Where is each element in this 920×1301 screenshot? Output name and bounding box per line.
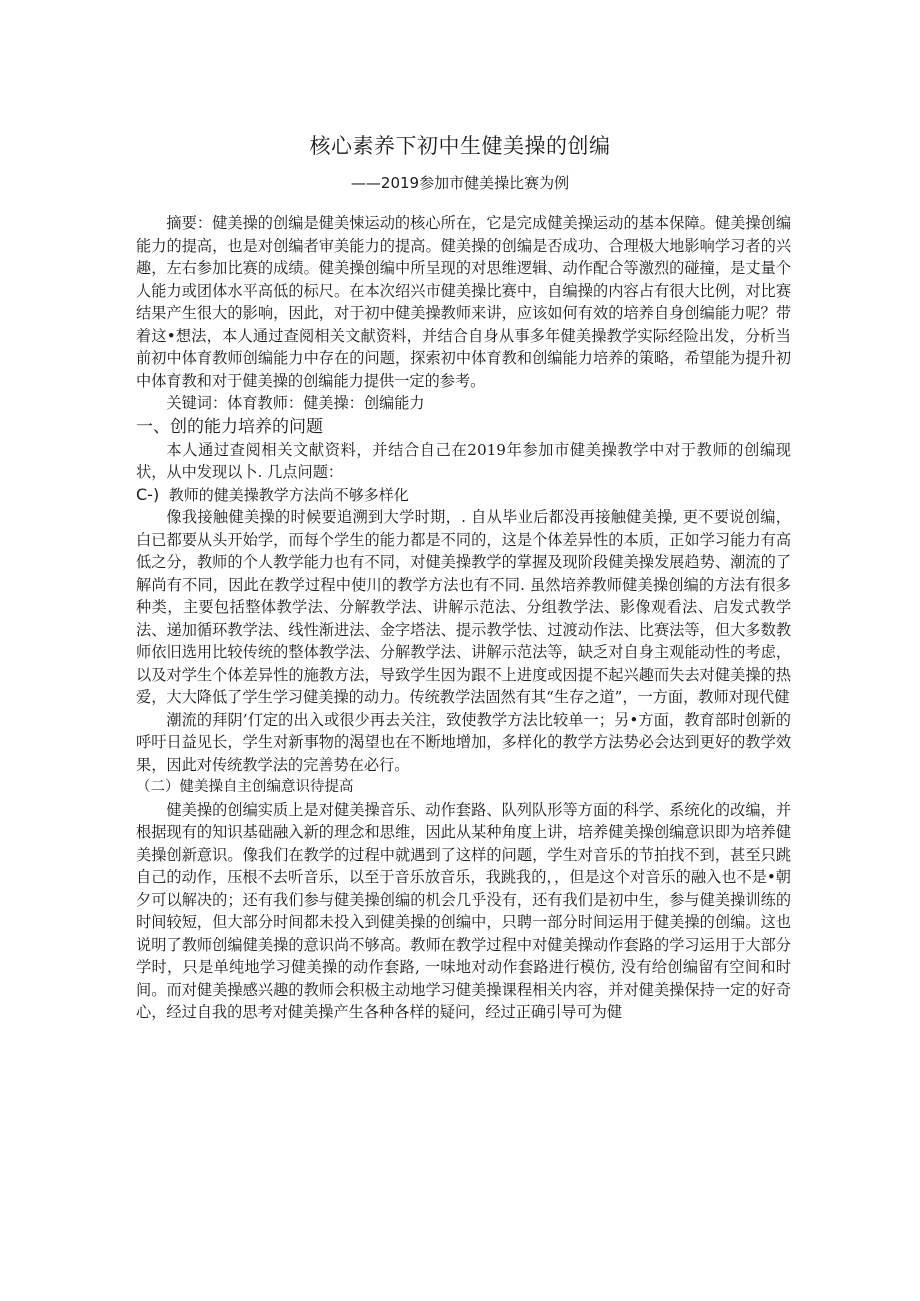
subsection-heading: （二）健美操自主创编意识待提高 — [136, 779, 354, 795]
subsection-title: 教师的健美操教学方法尚不够多样化 — [168, 485, 409, 504]
document-title: 核心素养下初中生健美操的创编 — [309, 134, 611, 158]
body-paragraph: 健美操的创编实质上是对健美操音乐、动作套路、队列队形等方面的科学、系统化的改编，并根据现有的知识基础融入新的理念和思维，因此从某种角度上讲，培养健美操创编意识即为培养健美操创新意识。像我们在教学的过程中就遇到了这样的问题，学生对音乐的节拍找不到，甚至只跳自己的动作，压根不去听音乐，以至于音乐放音乐，我跳我的，，但是这个对音乐的融入也不是•朝夕可以解决的；还有我们参与健美操创编的机会几乎没有，还有我们是初中生，参与健美操训练的时间较短，但大部分时间都未投入到健美操的创编中，只聘一部分时间运用于健美操的创编。这也说明了教师创编健美操的意识尚不够高。教师在教学过程中对健美操动作套路的学习运用于大部分学时，只是单纯地学习健美操的动作套路, 一味地对动作套路进行模仿, 没有给创编留有空间和时间。而对健美操感兴趣的教师会积极主动地学习健美操课程相关内容，并对健美操保持一定的好奇心，经过自我的思考对健美操产生各种各样的疑问，经过正确引导可为健 — [136, 800, 791, 1021]
keywords-line: 关键词：体育教师：健美操：创编能力 — [166, 394, 425, 412]
section-intro-paragraph: 本人通过查阅相关文献资料，并结合自己在2019年参加市健美操教学中对于教师的创编现状，从中发现以卜. 几点问题： — [136, 440, 791, 481]
section-heading: 一、创的能力培养的问题 — [136, 416, 323, 437]
document-subtitle: ——2019参加市健美操比赛为例 — [350, 174, 570, 192]
abstract-paragraph: 摘要：健美操的创编是健美悚运动的核心所在，它是完成健美操运动的基本保障。健美操创编能力的提高，也是对创编者审美能力的提高。健美操的创编是否成功、合理极大地影响学习者的兴趣，左右参加比赛的成绩。健美操创编中所呈现的对思维逻辑、动作配合等激烈的碰撞，是丈量个人能力或团体水平高低的标尺。在本次绍兴市健美操比赛中，自编操的内容占有很大比例，对比赛结果产生很大的影响，因此，对于初中健美操教师来讲，应该如何有效的培养自身创编能力呢？带着这•想法，本人通过查阅相关文献资料，并结合自身从事多年健美操教学实际经险出发，分析当前初中体育教师创编能力中存在的问题，探索初中体育教和创编能力培养的策略，希望能为提升初中体育教和对于健美操的创编能力提供一定的参考。 — [136, 214, 791, 390]
subsection-label: C-) — [136, 484, 160, 504]
body-paragraph: 潮流的拜阴’仃定的出入或很少再去关注，致使教学方法比较单一；另•方面，教育部时创新的呼吁日益见长，学生对新事物的渴望也在不断地增加，多样化的教学方法势必会达到更好的教学效果，因此对传统教学法的完善势在必行。 — [136, 710, 791, 774]
document-body — [136, 212, 791, 1024]
subsection-heading — [136, 484, 791, 507]
body-paragraph: 像我接触健美操的时候要追溯到大学时期，. 自从毕业后都没再接触健美操, 更不要说创编，白已都要从头开始学，而每个学生的能力都是不同的，这是个体差异性的本质，正如学习能力有高低之分，教师的个人教学能力也有不同，对健美操教学的掌握及现阶段健美操发展趋势、潮流的了解尚有不同，因此在教学过程中使川的教学方法也有不同. 虽然培养教师健美操创编的方法有很多种类，主要包括整体教学法、分解教学法、讲解示范法、分组教学法、影像观看法、启发式教学法、递加循环教学法、线性渐进法、金字塔法、提示教学怯、过渡动作法、比赛法等，但大多数教师依旧选用比较传统的整体教学法、分解教学法、讲解示范法等，缺乏对自身主观能动性的考虑，以及对学生个体差异性的施教方法，导致学生因为跟不上进度或因提不起兴趣而失去对健美操的热爱，大大降低了学生学习健美操的动力。传统教学法固然有其“生存之道”，一方面，教师对现代健 — [136, 508, 791, 706]
